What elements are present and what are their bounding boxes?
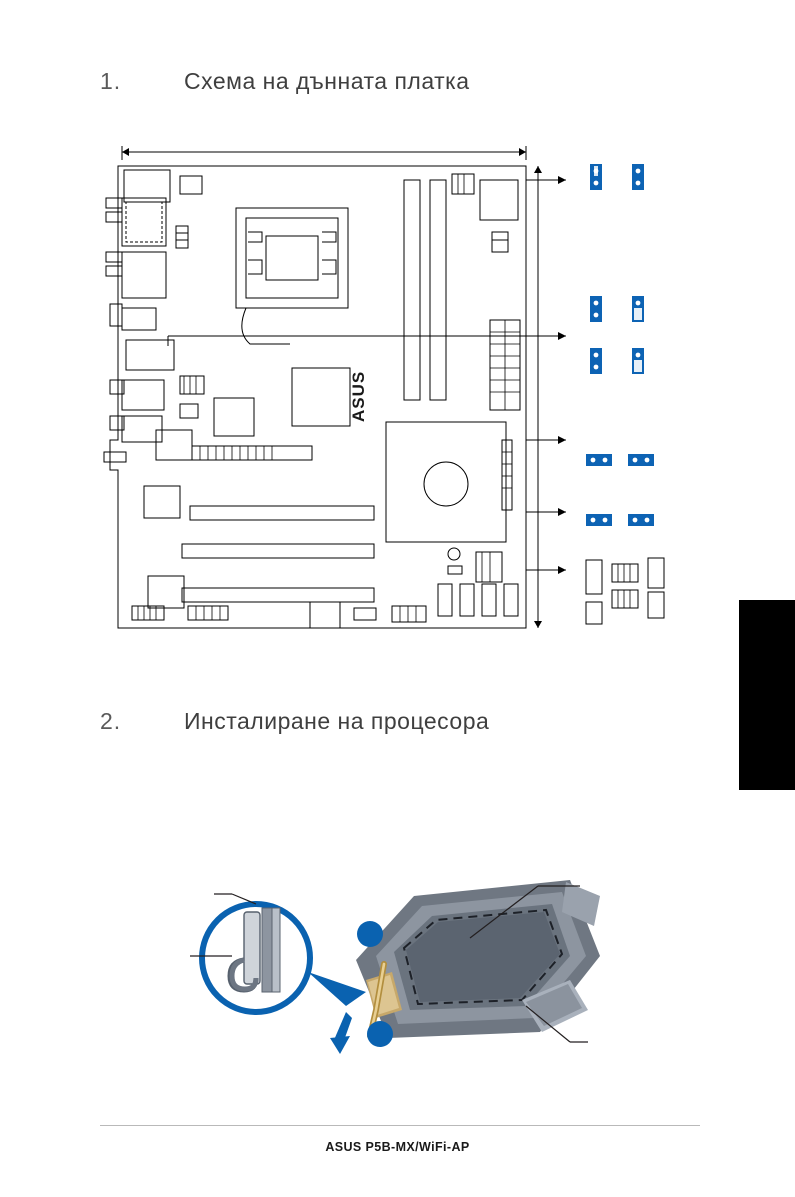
section-title: Инсталиране на процесора (184, 708, 490, 734)
section-number: 2. (100, 708, 122, 734)
footer-product-name: ASUS P5B-MX/WiFi-AP (325, 1140, 470, 1154)
page-side-tab (739, 600, 795, 790)
section-heading-1 (100, 68, 470, 95)
section-title: Схема на дънната платка (184, 68, 470, 94)
jumper-callouts (586, 164, 664, 624)
section-heading-2 (100, 708, 489, 735)
section-number: 1. (100, 68, 122, 94)
footer-divider (100, 1125, 700, 1126)
board-brand-label: ASUS (349, 370, 368, 422)
cpu-socket-illustration (170, 860, 620, 1075)
motherboard-layout-diagram (96, 140, 676, 650)
